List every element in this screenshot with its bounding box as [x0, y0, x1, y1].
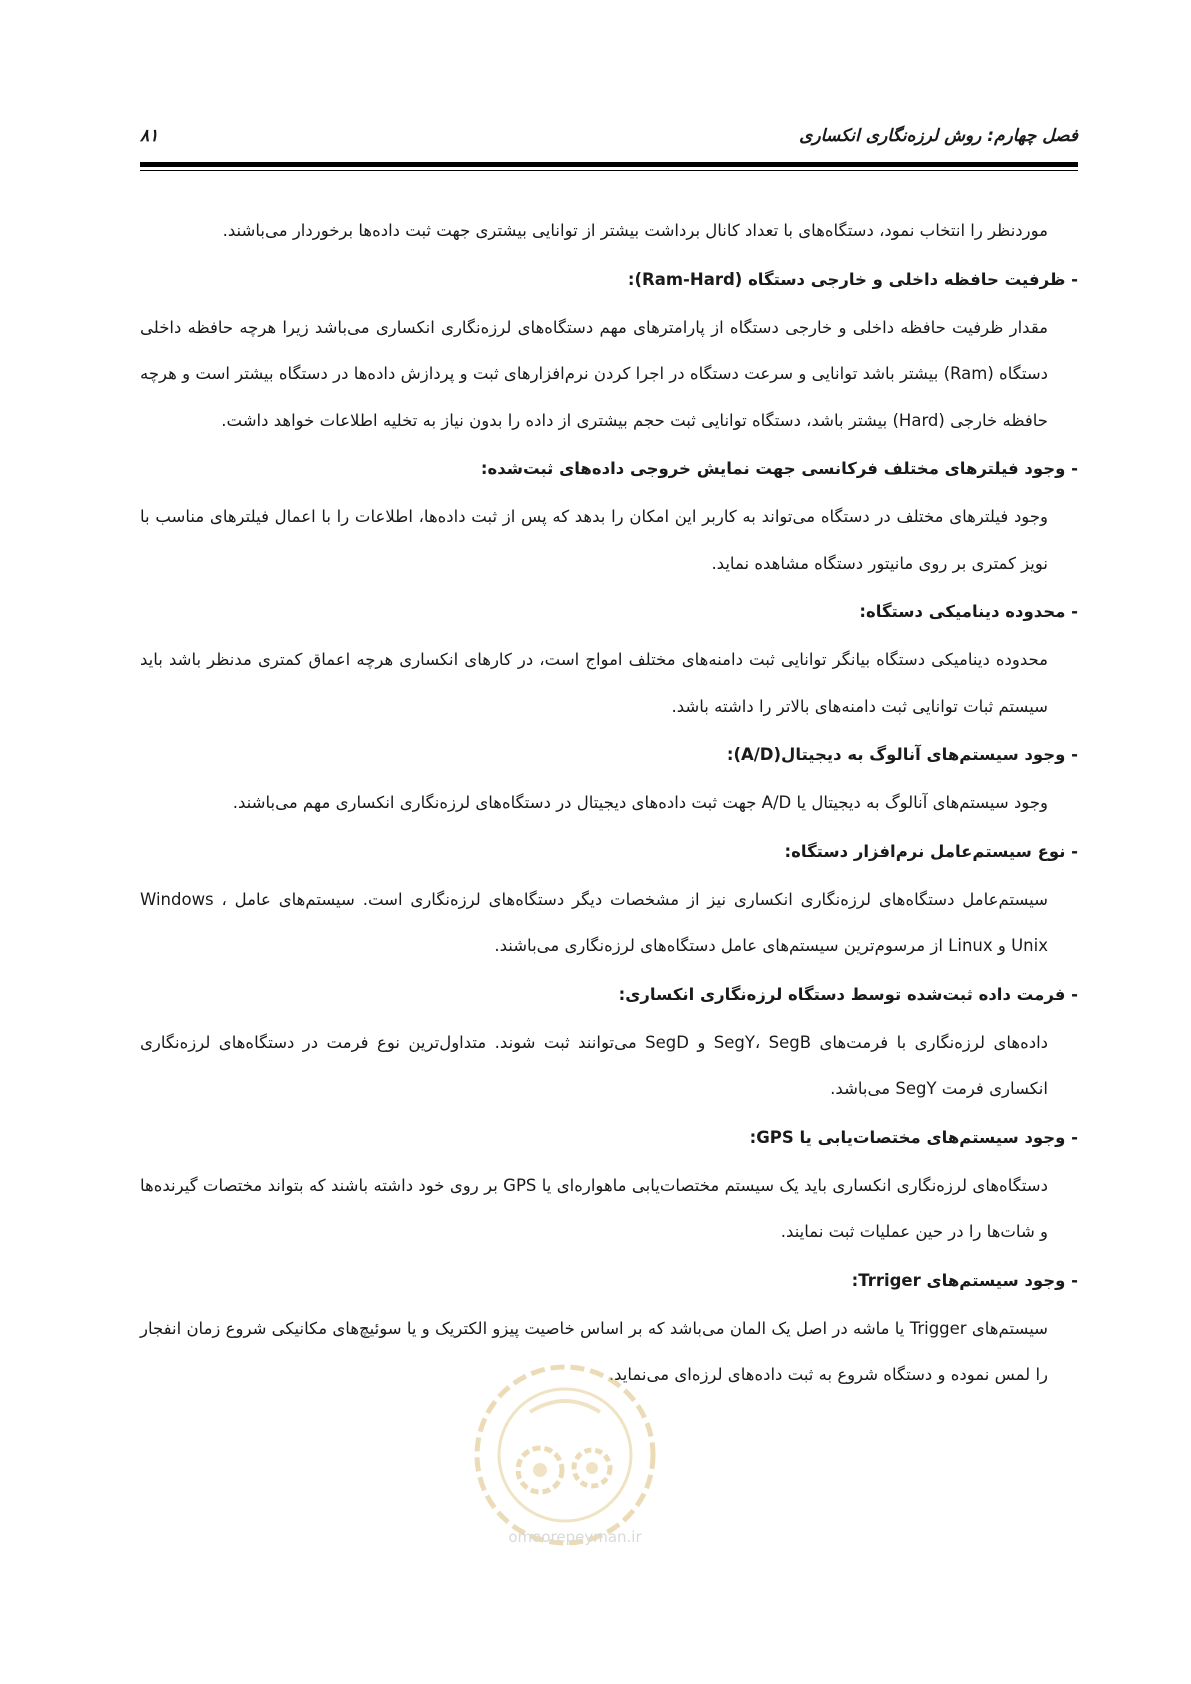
paragraph-trigger: سیستم‌های Trigger یا ماشه در اصل یک المان می‌باشد که بر اساس خاصیت پیزو الکتریک و یا سوئیچ‌های مکانیکی شروع زمان انفجار را لمس نموده و دستگاه شروع به ثبت داده‌های لرزه‌ای می‌نماید. [140, 1318, 1048, 1384]
header-rule-thick [140, 162, 1078, 167]
heading-ad-converter: - وجود سیستم‌های آنالوگ به دیجیتال(A/D): [726, 745, 1078, 764]
heading-operating-system: - نوع سیستم‌عامل نرم‌افزار دستگاه: [784, 841, 1078, 861]
heading-gps: - وجود سیستم‌های مختصات‌یابی یا GPS: [749, 1127, 1078, 1147]
paragraph-operating-system: سیستم‌عامل دستگاه‌های لرزه‌نگاری انکساری نیز از مشخصات دیگر دستگاه‌های لرزه‌نگاری است. سیستم‌های عامل Windows ، Unix و Linux از مرسوم‌ترین سیستم‌های عامل دستگاه‌های لرزه‌نگاری می‌باشند. [140, 889, 1048, 955]
paragraph-ad-converter: وجود سیستم‌های آنالوگ به دیجیتال یا A/D جهت ثبت داده‌های دیجیتال در دستگاه‌های لرزه‌نگاری انکساری مهم می‌باشند. [232, 793, 1048, 812]
heading-filters: - وجود فیلترهای مختلف فرکانسی جهت نمایش خروجی داده‌های ثبت‌شده: [480, 459, 1078, 478]
paragraph-filters: وجود فیلترهای مختلف در دستگاه می‌تواند به کاربر این امکان را بدهد که پس از ثبت داده‌ها، اطلاعات را با اعمال فیلترهای مناسب با نویز کمتری بر روی مانیتور دستگاه مشاهده نماید. [140, 507, 1048, 573]
paragraph-intro: موردنظر را انتخاب نمود، دستگاه‌های با تعداد کانال برداشت بیشتر از توانایی بیشتری جهت ثبت داده‌ها برخوردار می‌باشند. [222, 221, 1048, 240]
page-header [140, 126, 1078, 152]
chapter-title: فصل چهارم: روش لرزه‌نگاری انکساری [799, 126, 1078, 146]
header-rule-thin [140, 170, 1078, 171]
paragraph-data-format: داده‌های لرزه‌نگاری با فرمت‌های SegY، SegB و SegD می‌توانند ثبت شوند. متداول‌ترین نوع فرمت در دستگاه‌های لرزه‌نگاری انکساری فرمت SegY می‌باشد. [140, 1032, 1049, 1098]
page-body [140, 208, 1078, 1399]
heading-data-format: - فرمت داده ثبت‌شده توسط دستگاه لرزه‌نگاری انکساری: [618, 984, 1078, 1004]
paragraph-dynamic-range: محدوده دینامیکی دستگاه بیانگر توانایی ثبت دامنه‌های مختلف امواج است، در کارهای انکساری هرچه اعماق کمتری مدنظر باشد باید سیستم ثبات توانایی ثبت دامنه‌های بالاتر را داشته باشد. [140, 650, 1048, 716]
page-number: ۸۱ [140, 126, 159, 146]
paragraph-gps: دستگاه‌های لرزه‌نگاری انکساری باید یک سیستم مختصات‌یابی ماهواره‌ای یا GPS بر روی خود داشته باشند که بتواند مختصات گیرنده‌ها و شات‌ها را در حین عملیات ثبت نمایند. [140, 1175, 1048, 1241]
watermark-text: omoorepeyman.ir [508, 1528, 642, 1546]
paragraph-memory: مقدار ظرفیت حافظه داخلی و خارجی دستگاه از پارامترهای مهم دستگاه‌های لرزه‌نگاری انکساری می‌باشد زیرا هرچه حافظه داخلی دستگاه (Ram) بیشتر باشد توانایی و سرعت دستگاه در اجرا کردن نرم‌افزارهای ثبت و پردازش داده‌ها در دستگاه بیشتر است و هرچه حافظه خارجی (Hard) بیشتر باشد، دستگاه توانایی ثبت حجم بیشتری از داده را بدون نیاز به تخلیه اطلاعات خواهد داشت. [140, 317, 1048, 430]
heading-memory: - ظرفیت حافظه داخلی و خارجی دستگاه (Ram-Hard): [627, 269, 1078, 289]
heading-dynamic-range: - محدوده دینامیکی دستگاه: [859, 602, 1078, 621]
heading-trigger: - وجود سیستم‌های Trriger: [851, 1270, 1078, 1290]
